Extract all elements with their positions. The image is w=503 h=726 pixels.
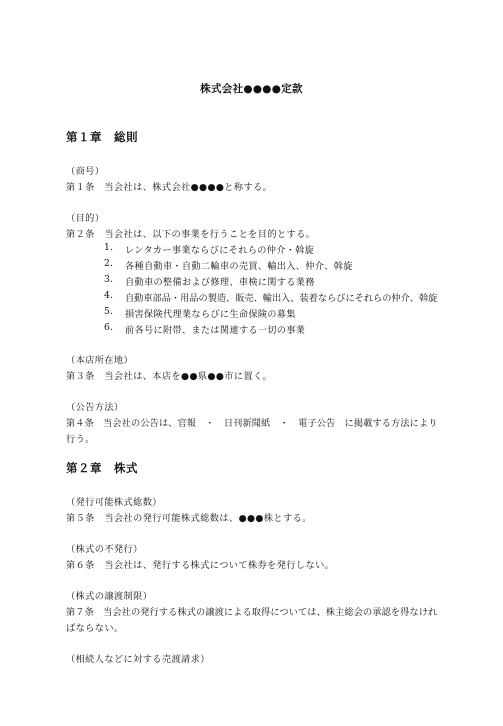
article-1-caption: （商号）	[66, 166, 105, 177]
article-7-text: 第７条 当会社の発行する株式の譲渡による取得については、株主総会の承認を得なけれ	[66, 607, 438, 618]
list-item-text: レンタカー事業ならびにそれらの仲介・斡旋	[125, 245, 315, 256]
list-item-number: 6.	[104, 322, 114, 333]
article-6-text: 第６条 当会社は、発行する株式について株券を発行しない。	[66, 560, 335, 571]
article-3-caption: （本店所在地）	[66, 355, 134, 366]
article-5-caption: （発行可能株式総数）	[66, 497, 162, 508]
article-3-text: 第３条 当会社は、本店を●●県●●市に置く。	[66, 371, 273, 382]
article-1-text: 第１条 当会社は、株式会社●●●●と称する。	[66, 182, 273, 193]
list-item-text: 自動車の整備および修理、車検に関する業務	[125, 277, 315, 288]
article-2-text: 第２条 当会社は、以下の事業を行うことを目的とする。	[66, 229, 316, 240]
article-8-caption: （相続人などに対する売渡請求）	[66, 654, 210, 665]
article-2-caption: （目的）	[66, 213, 105, 224]
article-7-text-continued: ばならない。	[66, 623, 124, 634]
article-5-text: 第５条 当会社の発行可能株式総数は、●●●株とする。	[66, 513, 312, 524]
list-item-number: 1.	[104, 242, 114, 253]
list-item-text: 損害保険代理業ならびに生命保険の募集	[125, 309, 296, 320]
article-4-caption: （公告方法）	[66, 402, 124, 413]
list-item-number: 3.	[104, 274, 114, 285]
article-4-text-continued: 行う。	[66, 434, 95, 445]
list-item-number: 4.	[104, 290, 114, 301]
article-4-text: 第４条 当会社の公告は、官報 ・ 日刊新聞紙 ・ 電子公告 に掲載する方法により	[66, 418, 438, 429]
list-item-text: 各種自動車・自動二輪車の売買、輸出入、仲介、斡旋	[125, 261, 353, 272]
list-item-number: 2.	[104, 258, 114, 269]
list-item-text: 自動車部品・用品の製造、販売、輸出入、装着ならびにそれらの仲介、斡旋	[125, 293, 438, 304]
article-7-caption: （株式の譲渡制限）	[66, 591, 153, 602]
chapter-1-heading: 第１章 総則	[66, 130, 138, 144]
article-6-caption: （株式の不発行）	[66, 544, 143, 555]
document-title: 株式会社●●●●定款	[200, 83, 303, 95]
list-item-text: 前各号に附帯、または関連する一切の事業	[125, 325, 306, 336]
list-item-number: 5.	[104, 306, 114, 317]
chapter-2-heading: 第２章 株式	[66, 461, 138, 475]
